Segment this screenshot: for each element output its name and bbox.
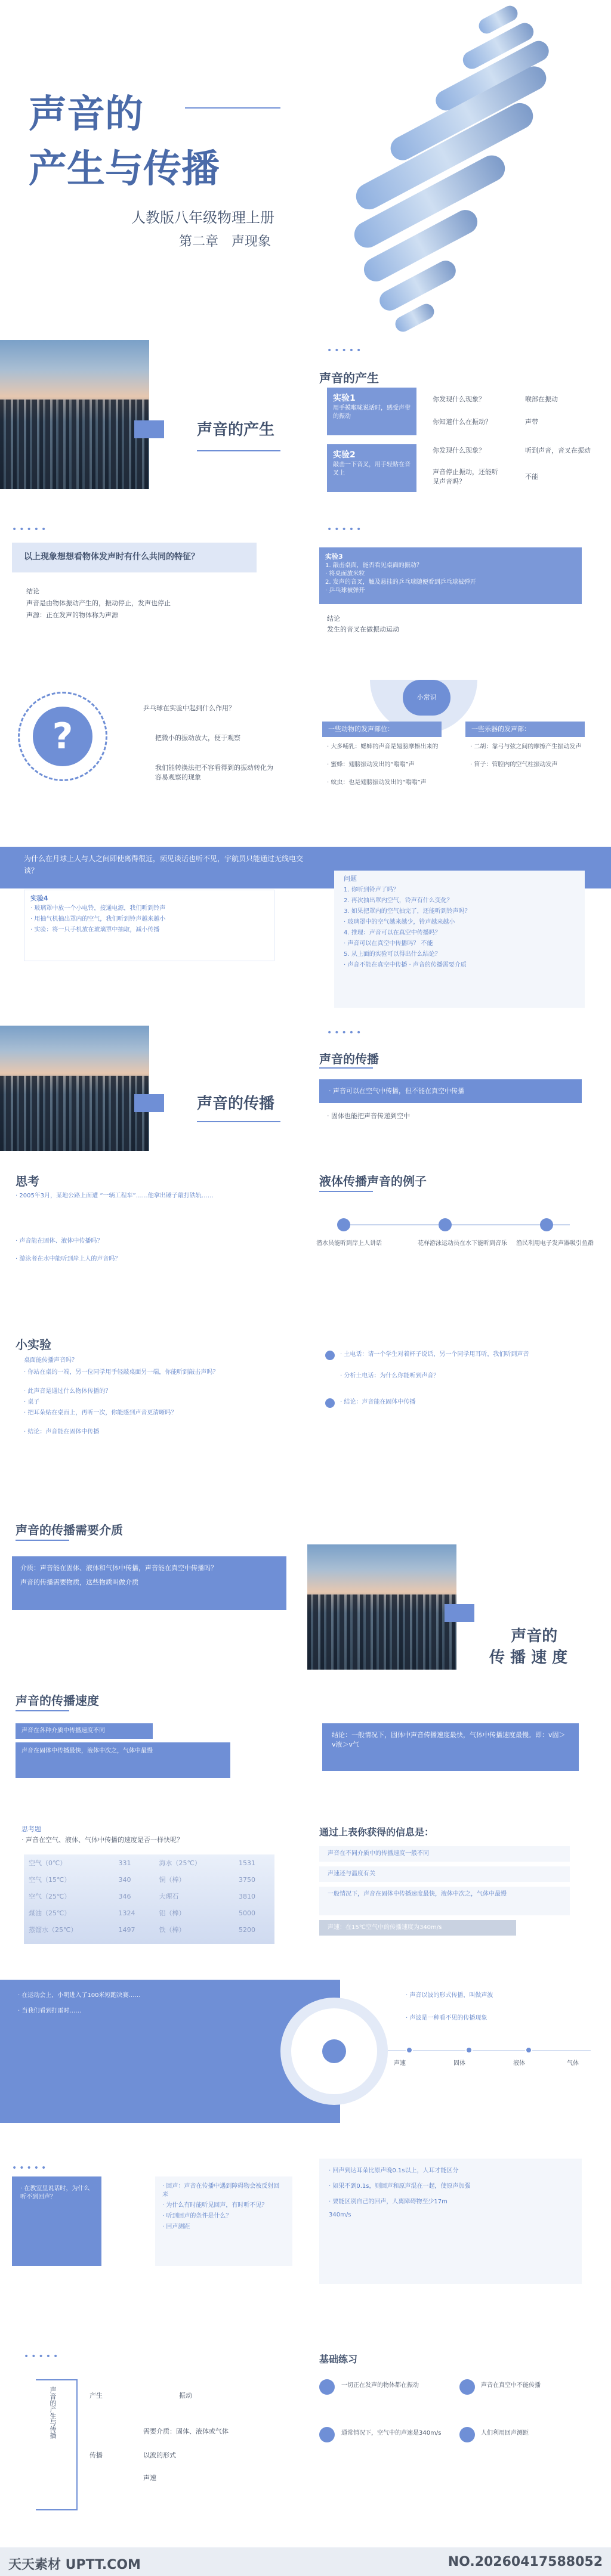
speed-line2: 声音在固体中传播最快，液体中次之，气体中最慢 bbox=[21, 1748, 153, 1754]
summary-line2: 声源：正在发声的物体称为声源 bbox=[26, 611, 118, 619]
tree-root bbox=[36, 2379, 78, 2510]
slide-medium bbox=[0, 1515, 611, 1688]
tree-branch-b1: 需要介质：固体、液体或气体 bbox=[143, 2428, 229, 2435]
practice-marker-3 bbox=[319, 2427, 335, 2442]
info-row-2 bbox=[319, 1866, 570, 1882]
medium-box bbox=[12, 1556, 286, 1610]
exp3-title: 实验3 bbox=[325, 553, 343, 561]
tree-branch-a1: 振动 bbox=[179, 2392, 192, 2399]
exp-step4: · 把耳朵贴在桌面上，再听一次，你能感到声音更清晰吗？ bbox=[24, 1410, 177, 1416]
question-text: 以上现象想想看物体发声时有什么共同的特征？ bbox=[24, 552, 199, 562]
conclusion-text: 发生的音叉在做振动运动 bbox=[327, 626, 399, 633]
moon-question: 为什么在月球上人与人之间即使离得很近，频见谈话也听不见，宇航员只能通过无线电交谈？ bbox=[24, 854, 304, 875]
exp-step1: · 你站在桌的一端，另一位同学用手轻敲桌面另一端，你能听到敲击声吗？ bbox=[24, 1369, 219, 1376]
table-cell: 铜（棒） bbox=[159, 1876, 186, 1884]
exp-step3: · 桌子 bbox=[24, 1399, 40, 1405]
table-row bbox=[24, 1888, 274, 1905]
think-line2: · 声音能在固体、液体中传播吗？ bbox=[16, 1238, 103, 1244]
speed-line1-bar bbox=[16, 1723, 153, 1739]
think-title: 思考 bbox=[16, 1174, 39, 1188]
exp2-answer1: 听到声音，音叉在振动 bbox=[525, 447, 591, 454]
right-line1: · 土电话：请一个学生对着杯子说话，另一个同学用耳听，我们听到声音 bbox=[340, 1351, 529, 1358]
section-number-box bbox=[134, 420, 164, 438]
right-title: 一些乐器的发声部： bbox=[471, 725, 530, 733]
exp3-line1a: · 将桌面放米粒 bbox=[325, 571, 365, 577]
cover-title-line1: 声音的 bbox=[29, 92, 143, 137]
step-marker-1 bbox=[337, 1218, 350, 1231]
echo-left: · 在教室里说话时，为什么听不到回声？ bbox=[20, 2185, 90, 2200]
exp1-title: 实验1 bbox=[333, 394, 356, 403]
experiment-3-card bbox=[319, 547, 582, 604]
dots-decor-4: ••••• bbox=[327, 1028, 364, 1038]
tree-root-text: 声音的产生与传播 bbox=[49, 2386, 57, 2439]
section-rule-2 bbox=[197, 1121, 280, 1122]
info-3: 一般情况下，声音在固体中传播速度最快，液体中次之，气体中最慢 bbox=[328, 1891, 507, 1897]
wave-label-1: 固体 bbox=[453, 2060, 465, 2067]
experiment-1-card bbox=[327, 388, 416, 435]
table-cell: 蒸馏水（25℃） bbox=[29, 1926, 78, 1934]
wave-label-2: 液体 bbox=[513, 2060, 525, 2067]
table-row bbox=[24, 1854, 274, 1871]
liquid-example-3: 渔民利用电子发声器吸引鱼群 bbox=[516, 1240, 594, 1247]
propagation-banner bbox=[319, 1079, 582, 1103]
table-cell: 空气（15℃） bbox=[29, 1876, 71, 1884]
wave-node-2 bbox=[465, 2046, 473, 2054]
wave-label-3: 气体 bbox=[567, 2060, 579, 2067]
info-row-1 bbox=[319, 1846, 570, 1862]
dots-decor-6: ••••• bbox=[24, 2352, 61, 2361]
info-row-3 bbox=[319, 1887, 570, 1915]
wave-label-0: 声速 bbox=[394, 2060, 406, 2067]
dots-decor-2: ••••• bbox=[12, 525, 49, 534]
slide-summary bbox=[0, 2349, 611, 2546]
exp3-line2a: · 乒乓球被弹开 bbox=[325, 587, 365, 594]
left-item-1: · 大多哺乳：蟋蟀的声音是翅膀摩擦出来的 bbox=[327, 744, 439, 750]
right-item-2: · 笛子：管腔内的空气柱振动发声 bbox=[470, 761, 558, 768]
dots-decor-5: ••••• bbox=[12, 2163, 49, 2173]
slide-wave bbox=[0, 1980, 611, 2159]
echo-mid-1: · 回声：声音在传播中遇到障碍物会被反射回来 bbox=[162, 2183, 280, 2198]
right-title-bar bbox=[465, 722, 585, 737]
tree-branch-b3: 声速 bbox=[143, 2474, 156, 2482]
list-1: 1. 你听到铃声了吗？ bbox=[344, 887, 399, 893]
city-photo-2 bbox=[0, 1026, 149, 1151]
slide-production bbox=[0, 340, 611, 513]
echo-left-box bbox=[12, 2176, 101, 2266]
wave-dot bbox=[322, 2039, 346, 2063]
table-cell: 340 bbox=[118, 1875, 131, 1884]
liquid-example-1: 潜水员能听到岸上人讲话 bbox=[316, 1240, 382, 1247]
info-title: 通过上表你获得的信息是： bbox=[319, 1826, 434, 1838]
conclusion-label: 结论 bbox=[327, 615, 340, 623]
echo-mid-4: · 回声测距 bbox=[162, 2224, 190, 2230]
exp4-line2: · 用抽气机抽出罩内的空气，我们听到铃声越来越小 bbox=[30, 916, 166, 922]
echo-right-1: · 回声到达耳朵比原声晚0.1s以上，人耳才能区分 bbox=[329, 2168, 459, 2174]
table-row bbox=[24, 1921, 274, 1938]
slide-vibration bbox=[0, 519, 611, 680]
slide-speed bbox=[0, 1688, 611, 1807]
bullet-1: 乒乓球在实验中起到什么作用？ bbox=[143, 704, 235, 712]
slide-experiment bbox=[0, 1333, 611, 1512]
footer-right: NO.20260417588052 bbox=[448, 2555, 603, 2569]
cover-subtitle: 人教版八年级物理上册 bbox=[131, 209, 274, 226]
wave-node-1 bbox=[406, 2046, 413, 2054]
cover-title-rule bbox=[185, 107, 280, 109]
tree-branch-b2: 以波的形式 bbox=[143, 2451, 176, 2459]
heading-2: 声音的传播 bbox=[319, 1052, 379, 1066]
speed-conclusion: 结论：一般情况下，固体中声音传播速度最快，气体中传播速度最慢。即：v固＞v液＞v气 bbox=[332, 1731, 566, 1748]
table-cell: 海水（25℃） bbox=[159, 1859, 201, 1867]
table-cell: 空气（0℃） bbox=[29, 1859, 67, 1867]
cover-slide bbox=[0, 0, 611, 340]
exp2-answer2: 不能 bbox=[525, 473, 538, 481]
exp3-line2: 2. 发声的音叉，触及悬挂的乒乓球随便看到乒乓球被弹开 bbox=[325, 579, 476, 586]
speed-line2-bar bbox=[16, 1742, 230, 1778]
table-cell: 1324 bbox=[118, 1909, 135, 1917]
exp-step2: · 此声音是通过什么物体传播的？ bbox=[24, 1388, 112, 1395]
left-item-2: · 蜜蜂：翅膀振动发出的“嗡嗡”声 bbox=[327, 761, 415, 768]
left-item-3: · 蚊虫：也是翅膀振动发出的“嗡嗡”声 bbox=[327, 779, 427, 786]
question-mark: ? bbox=[52, 716, 73, 757]
wave-left-2: · 当我们看到打雷时…… bbox=[18, 2008, 82, 2014]
question-mark-circle bbox=[33, 707, 92, 766]
step-marker-3 bbox=[540, 1218, 553, 1231]
think-line3: · 游泳者在水中能听到岸上人的声音吗？ bbox=[16, 1256, 121, 1262]
wave-axis bbox=[388, 2050, 591, 2051]
right-line2: · 分析土电话：为什么你能听到声音？ bbox=[340, 1373, 440, 1379]
cover-chapter: 第二章 声现象 bbox=[179, 234, 271, 249]
propagation-banner-text: · 声音可以在空气中传播，但不能在真空中传播 bbox=[329, 1087, 464, 1095]
liquid-timeline bbox=[343, 1224, 570, 1225]
exp-step5: · 结论：声音能在固体中传播 bbox=[24, 1429, 100, 1435]
medium-box-line2: 声音的传播需要物质，这些物质叫做介质 bbox=[20, 1578, 138, 1586]
practice-3: 通常情况下，空气中的声速是340m/s bbox=[341, 2430, 442, 2436]
table-cell: 1497 bbox=[118, 1925, 135, 1934]
medium-box-line1: 介质：声音能在固体、液体和气体中传播，声音能在真空中传播吗？ bbox=[20, 1564, 217, 1572]
watermark-footer bbox=[0, 2547, 611, 2576]
slide-think bbox=[0, 1166, 611, 1327]
question-banner bbox=[12, 543, 257, 572]
wave-node-3 bbox=[525, 2046, 532, 2054]
slide-echo bbox=[0, 2159, 611, 2337]
table-cell: 3810 bbox=[238, 1892, 255, 1900]
center-circle bbox=[403, 680, 450, 716]
speed-conclusion-box bbox=[322, 1723, 579, 1771]
table-cell: 1531 bbox=[238, 1859, 255, 1867]
speed-heading: 声音的传播速度 bbox=[16, 1693, 99, 1708]
summary-label: 结论 bbox=[26, 587, 39, 595]
table-cell: 铁（棒） bbox=[159, 1926, 186, 1934]
heading-rule bbox=[319, 1067, 373, 1069]
echo-mid-box bbox=[155, 2176, 292, 2266]
medium-rule bbox=[16, 1540, 69, 1541]
practice-marker-4 bbox=[459, 2427, 475, 2442]
tree-branch-b: 传播 bbox=[90, 2451, 103, 2459]
echo-right-3: · 要能区别自己的回声，人离障碍物至少17m bbox=[329, 2199, 448, 2205]
table-title: 思考题 bbox=[21, 1825, 41, 1833]
heading: 声音的产生 bbox=[319, 371, 379, 385]
wave-right-2: · 声波是一种看不见的传播现象 bbox=[406, 2015, 487, 2021]
speed-table bbox=[24, 1854, 274, 1944]
practice-marker-2 bbox=[459, 2379, 475, 2395]
list-5: 4. 推理：声音可以在真空中传播吗？ bbox=[344, 930, 441, 936]
exp2-title: 实验2 bbox=[333, 450, 356, 460]
echo-mid-2: · 为什么有时能听见回声，有时听不见？ bbox=[162, 2202, 268, 2209]
practice-4: 人们利用回声测距 bbox=[481, 2430, 529, 2436]
table-cell: 煤油（25℃） bbox=[29, 1909, 71, 1917]
right-item-1: · 二胡：靠弓与弦之间的摩擦产生振动发声 bbox=[470, 744, 582, 750]
list-8: · 声音不能在真空中传播 · 声音的传播需要介质 bbox=[344, 962, 467, 968]
table-row bbox=[24, 1905, 274, 1921]
exp1-question2: 你知道什么在振动？ bbox=[433, 418, 492, 426]
speed-section-title-text: 声音的 传 播 速 度 bbox=[489, 1627, 568, 1667]
info-1: 声音在不同介质中的传播速度一般不同 bbox=[328, 1850, 429, 1857]
list-3: 3. 如果把罩内的空气抽完了，还能听到铃声吗？ bbox=[344, 908, 471, 915]
slide-propagation bbox=[0, 1026, 611, 1157]
slide-speed-table bbox=[0, 1825, 611, 1992]
footer-left: 天天素材 UPTT.COM bbox=[8, 2558, 141, 2572]
practice-title: 基础练习 bbox=[319, 2354, 358, 2365]
exp1-answer1: 喉部在振动 bbox=[525, 395, 558, 403]
table-cell: 空气（25℃） bbox=[29, 1893, 71, 1900]
practice-2: 声音在真空中不能传播 bbox=[481, 2382, 541, 2389]
wave-left-1: · 在运动会上，小明进入了100米短跑决赛…… bbox=[18, 1992, 141, 1999]
left-title-bar bbox=[322, 722, 442, 737]
section-title: 声音的产生 bbox=[197, 421, 275, 439]
left-title: 一些动物的发声部位： bbox=[328, 725, 394, 733]
right-marker-2 bbox=[325, 1398, 335, 1408]
dots-decor: ••••• bbox=[327, 346, 364, 355]
exp4-box bbox=[24, 890, 274, 961]
exp4-line1: · 玻璃罩中放一个小电铃，接通电源，我们听到铃声 bbox=[30, 905, 166, 912]
medium-heading: 声音的传播需要介质 bbox=[16, 1523, 123, 1537]
echo-mid-3: · 听到回声的条件是什么？ bbox=[162, 2213, 232, 2219]
section-rule bbox=[197, 450, 280, 451]
speed-section-title bbox=[489, 1604, 567, 1688]
list-7: 5. 从上面的实验可以得出什么结论？ bbox=[344, 951, 441, 958]
section-number-box-2 bbox=[134, 1094, 164, 1112]
right-line3: · 结论：声音能在固体中传播 bbox=[340, 1399, 416, 1405]
info-4: 声速：在15℃空气中的传播速度为340m/s bbox=[328, 1924, 442, 1931]
echo-right-2: · 如果不到0.1s，则回声和原声混在一起，使原声加强 bbox=[329, 2183, 471, 2190]
table-cell: 5000 bbox=[238, 1909, 255, 1917]
list-6: · 声音可以在真空中传播吗？ 不能 bbox=[344, 940, 433, 947]
table-cell: 346 bbox=[118, 1892, 131, 1900]
exp2-question2: 声音停止振动，还能听见声音吗？ bbox=[433, 468, 498, 485]
question-list-box bbox=[334, 871, 585, 1008]
table-cell: 3750 bbox=[238, 1875, 255, 1884]
bullet-2: 把微小的振动放大，便于观察 bbox=[155, 734, 240, 742]
experiment-2-card bbox=[327, 444, 416, 492]
wave-right-1: · 声音以波的形式传播，叫做声波 bbox=[406, 1992, 493, 1999]
exp-title: 小实验 bbox=[16, 1337, 51, 1352]
section-number-box-3 bbox=[445, 1604, 474, 1622]
right-marker-1 bbox=[325, 1351, 335, 1360]
exp2-question1: 你发现什么现象？ bbox=[433, 447, 485, 454]
echo-right-4: 340m/s bbox=[329, 2212, 351, 2218]
echo-right-box bbox=[319, 2159, 582, 2284]
list-title: 问题 bbox=[344, 875, 357, 883]
practice-marker-1 bbox=[319, 2379, 335, 2395]
step-marker-2 bbox=[439, 1218, 452, 1231]
table-row bbox=[24, 1871, 274, 1888]
tree-branch-a: 产生 bbox=[90, 2392, 103, 2399]
exp4-title: 实验4 bbox=[30, 894, 48, 902]
exp2-body: 敲击一下音叉，用手轻贴在音叉上 bbox=[333, 462, 411, 476]
city-photo-3 bbox=[307, 1544, 456, 1670]
speed-table-grid bbox=[24, 1854, 274, 1938]
info-row-4 bbox=[319, 1920, 516, 1936]
propagation-note: · 固体也能把声音传递到空中 bbox=[327, 1112, 410, 1120]
exp1-body: 用手摸喉咙说话时，感受声带的振动 bbox=[333, 405, 411, 420]
liquid-rule bbox=[319, 1191, 373, 1192]
section-title-2: 声音的传播 bbox=[197, 1095, 275, 1113]
center-label: 小常识 bbox=[416, 693, 437, 701]
slide-amplify bbox=[0, 680, 611, 829]
list-2: 2. 再次抽出罩内空气，铃声有什么变化？ bbox=[344, 897, 453, 904]
exp1-question1: 你发现什么现象？ bbox=[433, 395, 485, 403]
info-2: 声速还与温度有关 bbox=[328, 1871, 375, 1877]
speed-line1: 声音在各种介质中传播速度不同 bbox=[21, 1727, 105, 1734]
liquid-title: 液体传播声音的例子 bbox=[319, 1174, 427, 1188]
liquid-example-2: 花样游泳运动员在水下能听到音乐 bbox=[418, 1240, 507, 1247]
slide-vacuum bbox=[0, 847, 611, 1014]
table-cell: 铝（棒） bbox=[159, 1909, 186, 1917]
table-cell: 5200 bbox=[238, 1925, 255, 1934]
cover-title-line2: 产生与传播 bbox=[29, 147, 220, 191]
speed-rule bbox=[16, 1710, 69, 1711]
table-cell: 331 bbox=[118, 1859, 131, 1867]
city-photo bbox=[0, 340, 149, 489]
practice-1: 一切正在发声的物体都在振动 bbox=[341, 2382, 419, 2389]
exp-intro: 桌面能传播声音吗？ bbox=[24, 1357, 78, 1364]
dots-decor-3: ••••• bbox=[327, 525, 364, 534]
summary-line1: 声音是由物体振动产生的，振动停止，发声也停止 bbox=[26, 599, 171, 607]
exp4-line3: · 实验：将一只手机放在玻璃罩中抽取，减小传播 bbox=[30, 927, 160, 933]
think-line1: · 2005年3月，某地公路上面遭 “一辆工程车”……他拿出锤子敲打铁轨…… bbox=[16, 1193, 214, 1199]
list-4: · 玻璃罩中的空气越来越少，铃声越来越小 bbox=[344, 919, 455, 925]
exp1-answer2: 声带 bbox=[525, 418, 538, 426]
table-question: · 声音在空气、液体、气体中传播的速度是否一样快呢？ bbox=[21, 1836, 183, 1844]
bullet-3: 我们能转换法把不容看得到的振动转化为容易观察的现象 bbox=[155, 764, 273, 781]
exp3-line1: 1. 敲击桌面，能否看见桌面的振动？ bbox=[325, 562, 422, 569]
table-cell: 大理石 bbox=[159, 1893, 179, 1900]
